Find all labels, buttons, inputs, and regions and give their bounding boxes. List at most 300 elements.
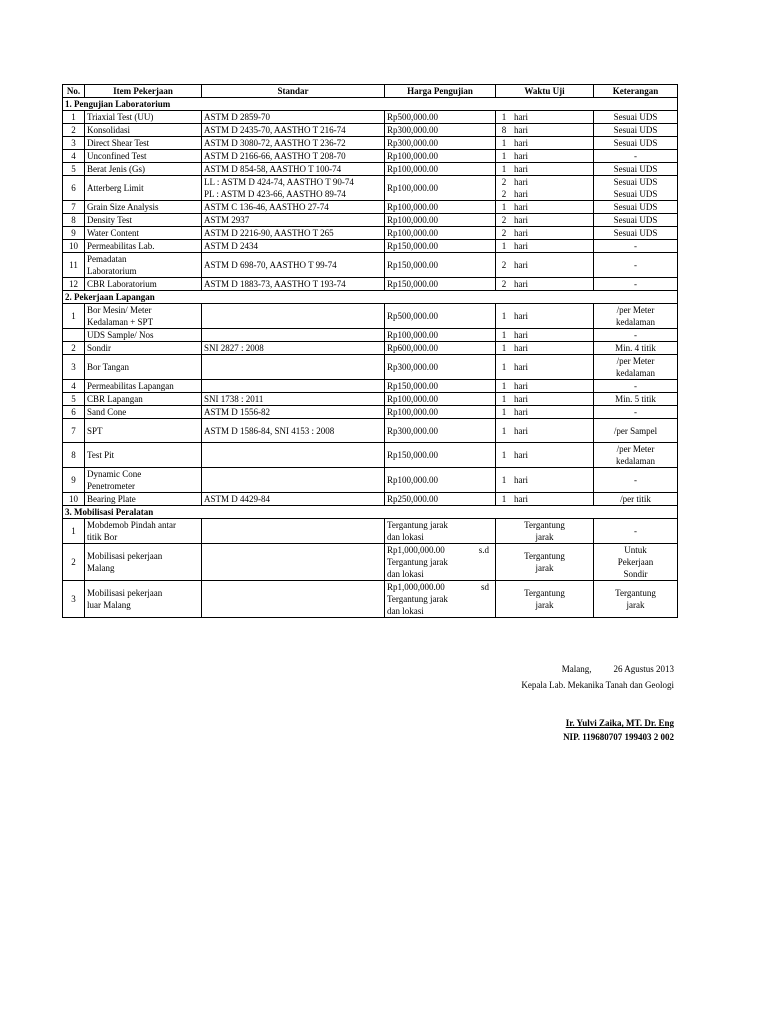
duration-unit: hari	[514, 189, 528, 199]
remarks-line: -	[634, 475, 637, 485]
remarks-line: -	[634, 279, 637, 289]
price-line: Rp100,000.00	[387, 475, 439, 485]
table-row	[63, 201, 678, 214]
row-number: 7	[63, 419, 85, 443]
item-name-line: Penetrometer	[87, 481, 135, 491]
table-row	[63, 468, 678, 493]
row-number: 6	[63, 406, 85, 419]
remarks	[594, 342, 678, 355]
standard	[202, 493, 385, 506]
table-row	[63, 581, 678, 618]
price	[385, 163, 496, 176]
standard	[202, 278, 385, 291]
price-line: Rp100,000.00	[387, 228, 439, 238]
item-name	[85, 176, 202, 201]
duration-unit: hari	[514, 279, 528, 289]
row-number: 10	[63, 493, 85, 506]
remarks	[594, 240, 678, 253]
duration-line	[498, 150, 591, 162]
row-number: 4	[63, 380, 85, 393]
duration-line	[498, 406, 591, 418]
duration-unit: hari	[514, 202, 528, 212]
standard-line: ASTM D 3080-72, AASTHO T 236-72	[204, 138, 346, 148]
item-name	[85, 342, 202, 355]
price-line: Tergantung jarak	[387, 594, 448, 604]
price	[385, 214, 496, 227]
duration-unit: hari	[514, 394, 528, 404]
price	[385, 304, 496, 329]
duration-text: Tergantung	[524, 520, 565, 530]
duration-unit: hari	[514, 260, 528, 270]
duration-line	[498, 111, 591, 123]
table-row	[63, 304, 678, 329]
price	[385, 201, 496, 214]
item-name-line: Mobilisasi pekerjaan	[87, 588, 163, 598]
standard-line: SNI 2827 : 2008	[204, 343, 264, 353]
duration-unit: hari	[514, 425, 528, 436]
table-row	[63, 342, 678, 355]
test-duration	[496, 304, 594, 329]
row-number: 2	[63, 544, 85, 581]
remarks-line: -	[634, 241, 637, 251]
test-duration	[496, 342, 594, 355]
standard	[202, 468, 385, 493]
remarks	[594, 304, 678, 329]
remarks-line: Min. 4 titik	[615, 343, 656, 353]
duration-unit: hari	[514, 151, 528, 161]
item-name-line: Triaxial Test (UU)	[87, 112, 154, 122]
duration-value: 1	[501, 241, 507, 251]
duration-line	[498, 227, 591, 239]
section-title: 1. Pengujian Laboratorium	[63, 98, 678, 111]
table-row	[63, 493, 678, 506]
table-row	[63, 406, 678, 419]
duration-value: 1	[501, 475, 507, 485]
item-name	[85, 355, 202, 380]
test-duration	[496, 240, 594, 253]
standard	[202, 240, 385, 253]
item-name-line: CBR Laboratorium	[87, 279, 157, 289]
row-number: 2	[63, 124, 85, 137]
price-range-marker: sd	[480, 582, 489, 592]
test-duration	[496, 581, 594, 618]
remarks-line: kedalaman	[616, 317, 655, 327]
duration-line	[498, 240, 591, 252]
row-number: 12	[63, 278, 85, 291]
remarks-line: Sesuai UDS	[613, 164, 658, 174]
item-name	[85, 468, 202, 493]
table-body	[63, 98, 678, 618]
test-duration	[496, 227, 594, 240]
duration-text: jarak	[535, 600, 554, 610]
header-no: No.	[63, 85, 85, 98]
remarks-line: Tergantung	[615, 588, 656, 598]
section-title: 2. Pekerjaan Lapangan	[63, 291, 678, 304]
duration-value: 1	[501, 362, 507, 372]
remarks	[594, 443, 678, 468]
price-line: Rp150,000.00	[387, 450, 439, 460]
duration-unit: hari	[514, 343, 528, 353]
header-keterangan: Keterangan	[594, 85, 678, 98]
item-name	[85, 201, 202, 214]
standard	[202, 406, 385, 419]
row-number: 5	[63, 163, 85, 176]
duration-value: 2	[501, 260, 507, 270]
row-number: 1	[63, 519, 85, 544]
remarks	[594, 380, 678, 393]
price	[385, 380, 496, 393]
section-header-row	[63, 291, 678, 304]
item-name-line: CBR Lapangan	[87, 394, 143, 404]
test-duration	[496, 176, 594, 201]
duration-line	[498, 380, 591, 392]
item-name-line: Kedalaman + SPT	[87, 317, 154, 327]
table-row	[63, 124, 678, 137]
test-duration	[496, 468, 594, 493]
table-header-row	[63, 85, 678, 98]
remarks	[594, 419, 678, 443]
remarks-line: Sesuai UDS	[613, 202, 658, 212]
duration-line	[498, 137, 591, 149]
remarks-line: /per Meter	[616, 356, 655, 366]
item-name-line: Bor Mesin/ Meter	[87, 305, 152, 315]
test-duration	[496, 137, 594, 150]
row-number: 3	[63, 581, 85, 618]
table-row	[63, 380, 678, 393]
table-row	[63, 443, 678, 468]
price	[385, 393, 496, 406]
remarks-line: Sesuai UDS	[613, 228, 658, 238]
duration-line	[498, 259, 591, 271]
duration-value: 1	[501, 425, 507, 436]
remarks	[594, 393, 678, 406]
remarks-line: /per Meter	[616, 305, 655, 315]
row-number: 7	[63, 201, 85, 214]
remarks-line: Sesuai UDS	[613, 215, 658, 225]
standard	[202, 214, 385, 227]
signature-place-date	[562, 664, 674, 674]
item-name	[85, 406, 202, 419]
price-line: Rp150,000.00	[387, 381, 439, 391]
remarks	[594, 278, 678, 291]
remarks-line: /per Meter	[616, 444, 655, 454]
standard	[202, 137, 385, 150]
duration-unit: hari	[514, 311, 528, 321]
duration-line	[498, 474, 591, 486]
item-name	[85, 124, 202, 137]
item-name	[85, 519, 202, 544]
duration-value: 1	[501, 381, 507, 391]
table-row	[63, 150, 678, 163]
remarks	[594, 201, 678, 214]
standard	[202, 227, 385, 240]
standard-line: ASTM D 1586-84, SNI 4153 : 2008	[204, 425, 335, 436]
item-name	[85, 329, 202, 342]
row-number: 2	[63, 342, 85, 355]
table-row	[63, 519, 678, 544]
remarks-line: kedalaman	[616, 368, 655, 378]
duration-line	[498, 425, 591, 437]
test-duration	[496, 393, 594, 406]
item-name-line: luar Malang	[87, 600, 131, 610]
price-line: Tergantung jarak	[387, 520, 448, 530]
duration-unit: hari	[514, 362, 528, 372]
duration-unit: hari	[514, 475, 528, 485]
duration-unit: hari	[514, 125, 528, 135]
remarks	[594, 519, 678, 544]
test-duration	[496, 201, 594, 214]
remarks	[594, 544, 678, 581]
table-row	[63, 253, 678, 278]
duration-unit: hari	[514, 112, 528, 122]
duration-line	[498, 310, 591, 322]
test-duration	[496, 493, 594, 506]
duration-unit: hari	[514, 177, 528, 187]
duration-unit: hari	[514, 215, 528, 225]
header-harga: Harga Pengujian	[385, 85, 496, 98]
standard	[202, 124, 385, 137]
item-name	[85, 278, 202, 291]
standard-line: ASTM D 2166-66, AASTHO T 208-70	[204, 151, 346, 161]
price	[385, 240, 496, 253]
duration-value: 2	[501, 228, 507, 238]
duration-line	[498, 214, 591, 226]
row-number: 3	[63, 355, 85, 380]
item-name	[85, 163, 202, 176]
price-line: Tergantung jarak	[387, 557, 448, 567]
row-number: 5	[63, 393, 85, 406]
standard	[202, 163, 385, 176]
remarks-line: /per titik	[620, 494, 651, 504]
table-row	[63, 419, 678, 443]
item-name	[85, 443, 202, 468]
remarks	[594, 355, 678, 380]
remarks-line: Min. 5 titik	[615, 394, 656, 404]
section-header-row	[63, 506, 678, 519]
duration-value: 1	[501, 138, 507, 148]
standard	[202, 393, 385, 406]
remarks-line: kedalaman	[616, 456, 655, 466]
remarks-line: Sesuai UDS	[613, 177, 658, 187]
price-line: Rp300,000.00	[387, 138, 439, 148]
item-name-line: Pemadatan	[87, 254, 127, 264]
signature-name: Ir. Yulvi Zaika, MT. Dr. Eng	[565, 718, 674, 728]
signature-date: 26 Agustus 2013	[613, 664, 674, 674]
standard-line: LL : ASTM D 424-74, AASTHO T 90-74	[204, 177, 354, 187]
duration-text: jarak	[535, 563, 554, 573]
item-name-line: Konsolidasi	[87, 125, 131, 135]
item-name-line: Atterberg Limit	[87, 183, 144, 193]
item-name-line: Test Pit	[87, 450, 115, 460]
row-number	[63, 329, 85, 342]
remarks	[594, 581, 678, 618]
test-duration	[496, 111, 594, 124]
test-duration	[496, 278, 594, 291]
standard	[202, 355, 385, 380]
table-row	[63, 355, 678, 380]
duration-unit: hari	[514, 228, 528, 238]
duration-line	[498, 342, 591, 354]
price-line: dan lokasi	[387, 606, 424, 616]
remarks-line: Sondir	[623, 569, 648, 579]
test-duration	[496, 443, 594, 468]
standard-line: ASTM D 2216-90, AASTHO T 265	[204, 228, 334, 238]
remarks	[594, 137, 678, 150]
standard	[202, 419, 385, 443]
duration-line	[498, 163, 591, 175]
table-row	[63, 111, 678, 124]
remarks-line: /per Sampel	[613, 425, 658, 436]
standard-line: ASTM D 1883-73, AASTHO T 193-74	[204, 279, 346, 289]
item-name-line: Sondir	[87, 343, 112, 353]
standard	[202, 380, 385, 393]
remarks-line: Sesuai UDS	[613, 189, 658, 199]
remarks	[594, 124, 678, 137]
duration-line	[498, 449, 591, 461]
price	[385, 468, 496, 493]
duration-line	[498, 361, 591, 373]
duration-line	[498, 201, 591, 213]
signature-position: Kepala Lab. Mekanika Tanah dan Geologi	[521, 680, 674, 690]
standard-line: ASTM D 1556-82	[204, 407, 271, 417]
remarks-line: -	[634, 381, 637, 391]
price	[385, 581, 496, 618]
price-table	[62, 84, 678, 618]
table-row	[63, 278, 678, 291]
price-line: Rp100,000.00	[387, 330, 439, 340]
price	[385, 227, 496, 240]
price-line: Rp100,000.00	[387, 202, 439, 212]
remarks-line: Sesuai UDS	[613, 138, 658, 148]
item-name	[85, 227, 202, 240]
duration-value: 1	[501, 151, 507, 161]
remarks	[594, 176, 678, 201]
duration-value: 2	[501, 279, 507, 289]
header-item: Item Pekerjaan	[85, 85, 202, 98]
signature-place: Malang,	[561, 664, 592, 674]
duration-text: jarak	[535, 532, 554, 542]
remarks	[594, 150, 678, 163]
remarks-line: Sesuai UDS	[613, 112, 658, 122]
duration-line	[498, 493, 591, 505]
test-duration	[496, 214, 594, 227]
price-line: Rp300,000.00	[387, 425, 439, 436]
remarks	[594, 253, 678, 278]
price	[385, 111, 496, 124]
item-name	[85, 240, 202, 253]
remarks-line: Pekerjaan	[617, 557, 654, 567]
standard-line: ASTM 2937	[204, 215, 250, 225]
price-line: Rp250,000.00	[387, 494, 439, 504]
test-duration	[496, 519, 594, 544]
standard-line: ASTM D 2859-70	[204, 112, 271, 122]
item-name	[85, 419, 202, 443]
standard-line: ASTM D 698-70, AASTHO T 99-74	[204, 260, 337, 270]
standard	[202, 519, 385, 544]
row-number: 11	[63, 253, 85, 278]
duration-value: 1	[501, 450, 507, 460]
item-name	[85, 581, 202, 618]
price	[385, 493, 496, 506]
table-row	[63, 240, 678, 253]
price	[385, 137, 496, 150]
price-range-marker: s.d	[478, 545, 489, 555]
remarks-line: -	[634, 407, 637, 417]
header-waktu: Waktu Uji	[496, 85, 594, 98]
item-name	[85, 214, 202, 227]
item-name	[85, 544, 202, 581]
row-number: 8	[63, 443, 85, 468]
price-line: Rp100,000.00	[387, 407, 439, 417]
item-name-line: Sand Cone	[87, 407, 127, 417]
row-number: 3	[63, 137, 85, 150]
duration-value: 1	[501, 494, 507, 504]
row-number: 10	[63, 240, 85, 253]
price-line: Rp150,000.00	[387, 260, 439, 270]
duration-value: 1	[501, 407, 507, 417]
price	[385, 342, 496, 355]
duration-text: Tergantung	[524, 588, 565, 598]
duration-line	[498, 329, 591, 341]
duration-unit: hari	[514, 330, 528, 340]
item-name-line: Dynamic Cone	[87, 469, 142, 479]
price	[385, 124, 496, 137]
item-name-line: Malang	[87, 563, 115, 573]
duration-value: 8	[501, 125, 507, 135]
standard	[202, 342, 385, 355]
item-name-line: Permeabilitas Lab.	[87, 241, 155, 251]
table-row	[63, 329, 678, 342]
standard-line: ASTM D 4429-84	[204, 494, 271, 504]
item-name	[85, 380, 202, 393]
price	[385, 544, 496, 581]
duration-value: 1	[501, 112, 507, 122]
price	[385, 150, 496, 163]
duration-line	[498, 124, 591, 136]
test-duration	[496, 150, 594, 163]
test-duration	[496, 419, 594, 443]
remarks-line: -	[634, 260, 637, 270]
item-name-line: Direct Shear Test	[87, 138, 150, 148]
duration-line	[498, 176, 591, 188]
price-line: Rp600,000.00	[387, 343, 439, 353]
price-line: dan lokasi	[387, 532, 424, 542]
item-name-line: Grain Size Analysis	[87, 202, 159, 212]
table-row	[63, 544, 678, 581]
item-name	[85, 393, 202, 406]
standard-line: ASTM D 2434	[204, 241, 259, 251]
test-duration	[496, 124, 594, 137]
row-number: 9	[63, 468, 85, 493]
price	[385, 519, 496, 544]
duration-text: Tergantung	[524, 551, 565, 561]
price-line: Rp1,000,000.00 sd	[387, 582, 489, 592]
table-row	[63, 393, 678, 406]
table-row	[63, 214, 678, 227]
duration-value: 1	[501, 202, 507, 212]
remarks	[594, 227, 678, 240]
remarks	[594, 493, 678, 506]
standard-line: ASTM C 136-46, AASTHO 27-74	[204, 202, 329, 212]
test-duration	[496, 163, 594, 176]
price	[385, 355, 496, 380]
remarks	[594, 468, 678, 493]
signature-nip: NIP. 119680707 199403 2 002	[563, 732, 674, 742]
remarks-line: -	[634, 330, 637, 340]
price-line: Rp100,000.00	[387, 215, 439, 225]
item-name-line: Water Content	[87, 228, 140, 238]
price-line: Rp100,000.00	[387, 151, 439, 161]
